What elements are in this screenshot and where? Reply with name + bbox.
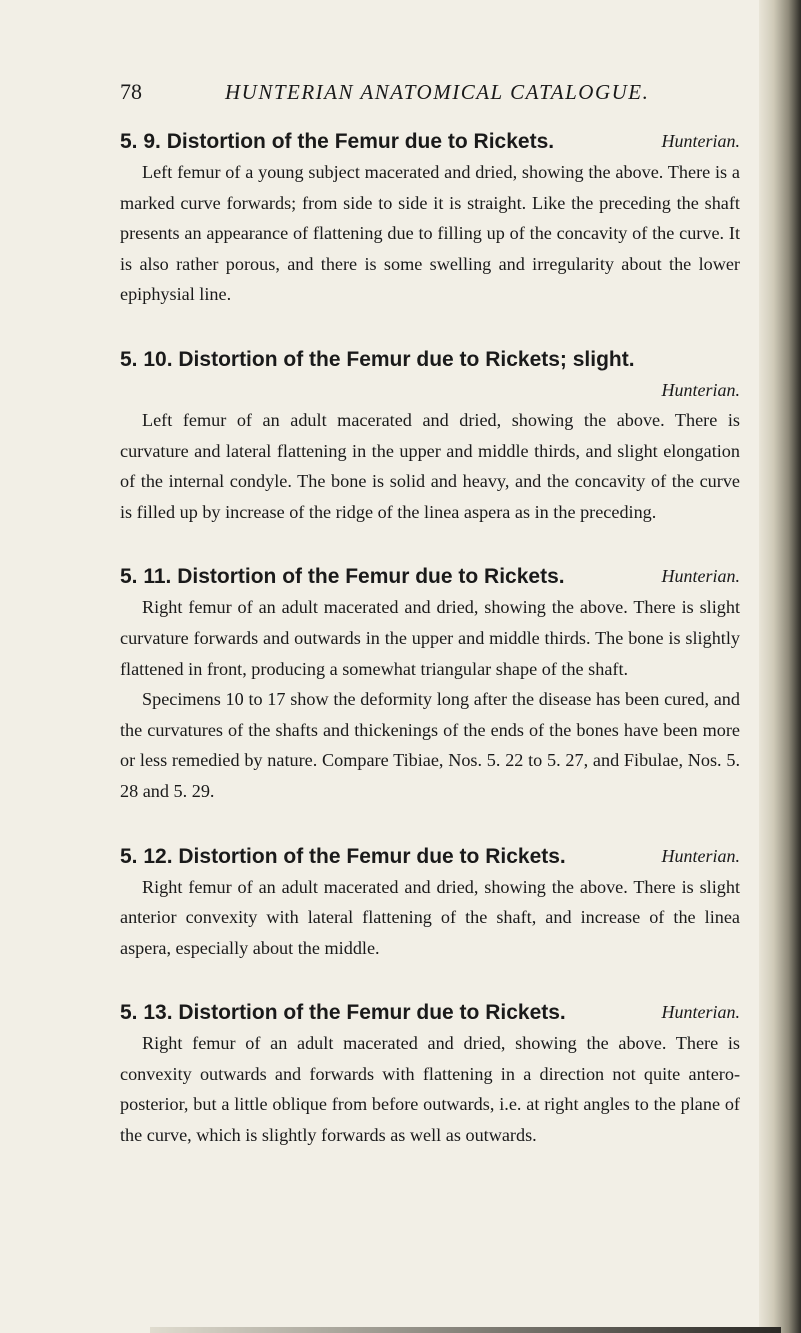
entry-source: Hunterian. xyxy=(661,566,740,587)
entry-number: 5. 11. xyxy=(120,565,172,589)
catalogue-entry-5-9 xyxy=(120,126,740,310)
catalogue-entry-5-13 xyxy=(120,997,740,1150)
catalogue-content xyxy=(120,126,740,1185)
running-head xyxy=(120,74,760,110)
entry-description: Right femur of an adult macerated and dried, showing the above. There is slight curvature forwards and outwards in the upper and middle thirds. The bone is slightly flattened in front, producing a somewhat triangular shape of the shaft. xyxy=(120,597,740,679)
entry-title: Distortion of the Femur due to Rickets. xyxy=(178,844,566,868)
catalogue-entry-5-11 xyxy=(120,561,740,806)
catalogue-entry-5-12 xyxy=(120,841,740,964)
entry-title: Distortion of the Femur due to Rickets; slight. xyxy=(178,347,635,371)
entry-description: Right femur of an adult macerated and dried, showing the above. There is slight anterior convexity with lateral flattening of the shaft, and increase of the linea aspera, especially about the middle. xyxy=(120,876,740,958)
entry-source: Hunterian. xyxy=(661,131,740,151)
entry-title: Distortion of the Femur due to Rickets. xyxy=(178,1001,566,1025)
entry-source: Hunterian. xyxy=(661,1002,740,1023)
entry-source: Hunterian. xyxy=(661,379,740,400)
page-binding-edge xyxy=(759,0,801,1333)
entry-description: Right femur of an adult macerated and dried, showing the above. There is convexity outwards and forwards with flattening in a direction not quite antero-posterior, but a little oblique from before outwards, i.e. at right angles to the plane of the curve, which is slightly forwards as well as outwards. xyxy=(120,1033,740,1146)
page-number: 78 xyxy=(120,79,142,104)
entry-note: Specimens 10 to 17 show the deformity long after the disease has been cured, and the curvatures of the shafts and thickenings of the ends of the bones have been more or less remedied by nature. Compare Tibiae, Nos. 5. 22 to 5. 27, and Fibulae, Nos. 5. 28 and 5. 29. xyxy=(120,689,740,801)
entry-title: Distortion of the Femur due to Rickets. xyxy=(166,130,555,153)
entry-heading xyxy=(120,997,740,1028)
entry-number: 5. 12. xyxy=(120,844,173,868)
entry-heading xyxy=(120,126,740,157)
running-title: HUNTERIAN ANATOMICAL CATALOGUE. xyxy=(225,80,650,104)
entry-source: Hunterian. xyxy=(661,845,740,866)
catalogue-entry-5-10 xyxy=(120,344,740,527)
bottom-rule xyxy=(150,1327,781,1333)
entry-number: 5. 9. xyxy=(120,130,161,153)
entry-heading xyxy=(120,561,740,592)
entry-number: 5. 13. xyxy=(120,1001,173,1025)
entry-heading xyxy=(120,344,740,375)
entry-description: Left femur of an adult macerated and dried, showing the above. There is curvature and lateral flattening in the upper and middle thirds, and slight elongation of the internal condyle. The bone is solid and heavy, and the concavity of the curve is filled up by increase of the ridge of the linea aspera as in the preceding. xyxy=(120,409,740,522)
entry-title: Distortion of the Femur due to Rickets. xyxy=(177,565,565,589)
entry-description: Left femur of a young subject macerated and dried, showing the above. There is a marked curve forwards; from side to side it is straight. Like the preceding the shaft presents an appearance of flattening due to filling up of the concavity of the curve. It is also rather porous, and there is some swelling and irregularity about the lower epiphysial line. xyxy=(120,162,740,305)
entry-number: 5. 10. xyxy=(120,347,173,371)
entry-heading xyxy=(120,841,740,872)
